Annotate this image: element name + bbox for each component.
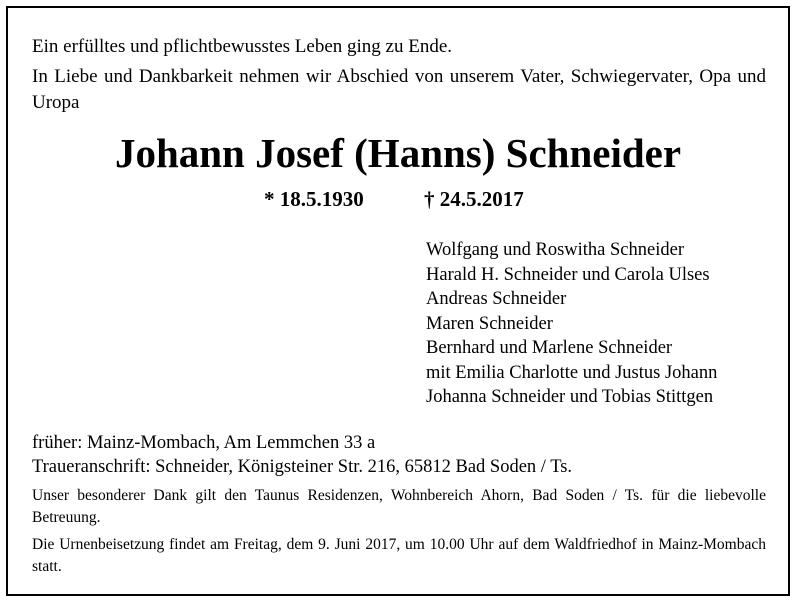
mourner-entry: mit Emilia Charlotte und Justus Johann (426, 362, 718, 383)
mourners-list (426, 238, 717, 410)
intro-line: Ein erfülltes und pflichtbewusstes Leben ging zu Ende. (32, 36, 453, 57)
mourner-entry: Bernhard und Marlene Schneider (426, 338, 673, 358)
burial-note: Die Urnenbeisetzung findet am Freitag, dem 9. Juni 2017, um 10.00 Uhr auf dem Waldfriedhof in Mainz-Mombach statt. (32, 536, 766, 575)
birth-date: * 18.5.1930 (264, 187, 364, 211)
mourning-address: Traueranschrift: Schneider, Königsteiner Str. 216, 65812 Bad Soden / Ts. (32, 457, 573, 477)
deceased-name: Johann Josef (Hanns) Schneider (114, 130, 682, 176)
intro-farewell-text: In Liebe und Dankbarkeit nehmen wir Abschied von unserem Vater, Schwiegervater, Opa und Uropa (32, 66, 766, 113)
death-date: † 24.5.2017 (424, 187, 524, 211)
obituary-notice (6, 6, 790, 596)
mourner-entry: Wolfgang und Roswitha Schneider (426, 240, 684, 260)
mourner-entry: Harald H. Schneider und Carola Ulses (426, 264, 710, 285)
mourner-entry: Maren Schneider (426, 313, 553, 334)
thanks-note: Unser besonderer Dank gilt den Taunus Residenzen, Wohnbereich Ahorn, Bad Soden / Ts. für die liebevolle Betreuung. (32, 487, 766, 526)
former-address: früher: Mainz-Mombach, Am Lemmchen 33 a (32, 433, 376, 453)
mourner-entry: Andreas Schneider (426, 289, 567, 309)
mourner-entry: Johanna Schneider und Tobias Stittgen (426, 387, 714, 407)
